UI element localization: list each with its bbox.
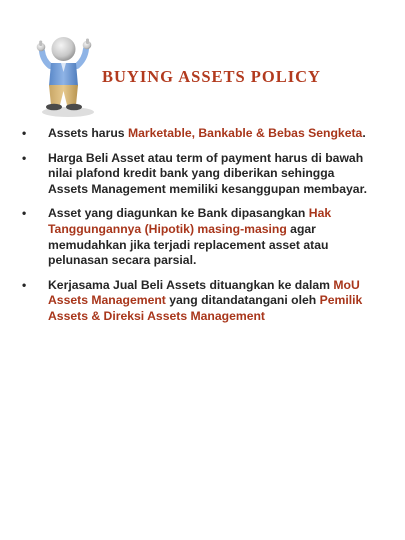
highlight-text: Marketable, Bankable & Bebas Sengketa: [127, 126, 363, 140]
bullet-text: Asset yang diagunkan ke Bank dipasangkan: [48, 206, 309, 221]
bullet-dot: •: [22, 126, 27, 140]
bullet-dot: •: [22, 277, 27, 292]
bullet-item: [22, 206, 372, 268]
bullet-list: [22, 126, 372, 334]
bullet-text: .: [362, 126, 366, 140]
slide-title: BUYING ASSETS POLICY: [102, 67, 321, 86]
bullet-item: [22, 126, 372, 142]
bullet-text: Kerjasama Jual Beli Assets dituangkan ke dalam: [48, 277, 334, 292]
bullet-text: agar memudahkan jika terjadi replacement asset atau pelunasan secara parsial.: [48, 221, 329, 268]
person-thumbs-up-icon: [30, 30, 102, 118]
bullet-dot: •: [22, 206, 27, 221]
bullet-item: [22, 151, 372, 198]
bullet-item: [22, 278, 372, 325]
bullet-text: Assets harus: [48, 126, 128, 140]
highlight-text: Hak Tanggungannya (Hipotik) masing-masing: [48, 206, 332, 236]
bullet-text: yang ditandatangani oleh: [165, 293, 320, 308]
bullet-dot: •: [22, 150, 27, 165]
bullet-text: Harga Beli Asset atau term of payment harus di bawah nilai plafond kredit bank yang diberikan sehingga Assets Management memiliki kesanggupan membayar.: [48, 150, 368, 196]
highlight-text: MoU Assets Management: [48, 277, 360, 308]
highlight-text: Pemilik Assets & Direksi Assets Management: [48, 293, 363, 323]
